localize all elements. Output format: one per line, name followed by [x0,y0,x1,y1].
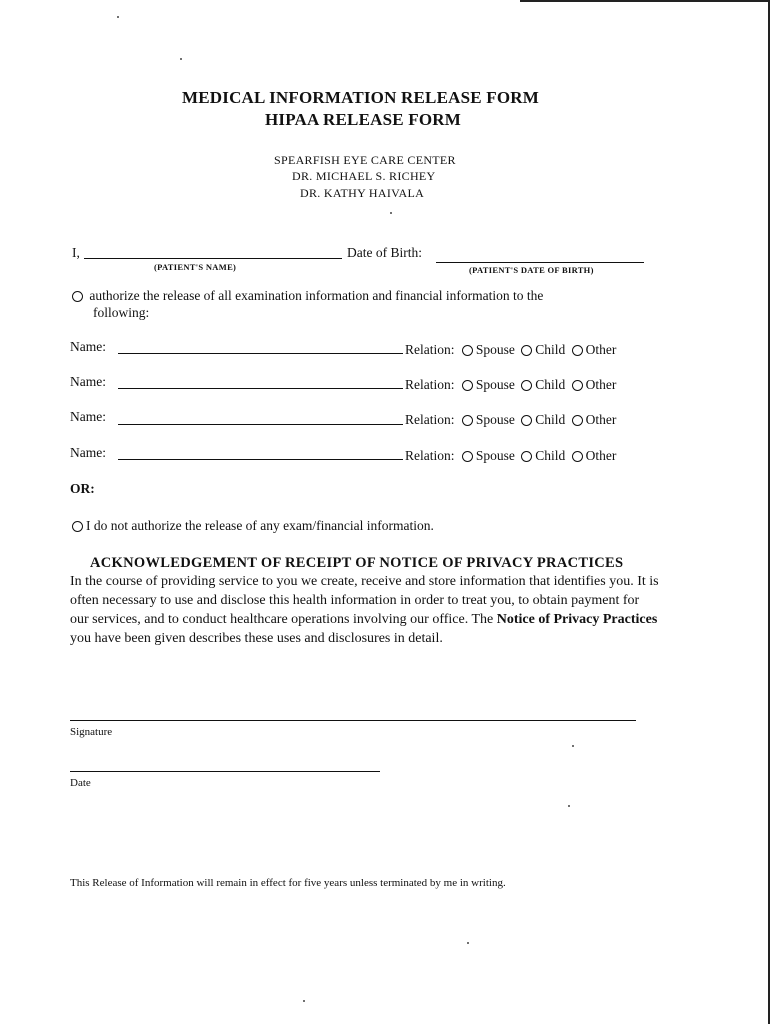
recipient-name-field[interactable] [118,388,403,389]
option-label: Child [535,448,566,463]
spouse-radio[interactable] [462,415,473,426]
acknowledgement-title: ACKNOWLEDGEMENT OF RECEIPT OF NOTICE OF PRIVACY PRACTICES [90,555,624,571]
other-radio[interactable] [572,415,583,426]
scan-speck [117,16,119,18]
do-not-authorize-option[interactable] [72,518,434,534]
other-radio[interactable] [572,451,583,462]
recipient-relation [405,342,616,358]
date-label: Date [70,777,91,789]
option-label: Child [535,412,566,427]
child-radio[interactable] [521,451,532,462]
recipient-name-label: Name: [70,374,106,389]
child-radio[interactable] [521,415,532,426]
scan-speck [467,942,469,944]
scan-speck [568,805,570,807]
patient-dob-field[interactable] [436,262,644,263]
acknowledgement-paragraph [70,572,660,648]
scan-edge [520,0,770,2]
recipient-relation [405,377,616,393]
recipient-name-field[interactable] [118,353,403,354]
recipient-name-label: Name: [70,339,106,354]
option-label: Spouse [475,412,515,427]
authorize-text-cont: following: [93,305,150,320]
scan-speck [303,1000,305,1002]
form-title: MEDICAL INFORMATION RELEASE FORM [182,88,539,107]
recipient-name-label: Name: [70,409,106,424]
signature-label: Signature [70,726,113,738]
spouse-radio[interactable] [462,345,473,356]
relation-label: Relation: [405,448,455,463]
option-label: Child [535,377,566,392]
patient-prefix: I, [72,245,80,260]
do-not-authorize-radio[interactable] [72,521,83,532]
recipient-relation [405,448,616,464]
option-label: Other [585,448,617,463]
signature-field[interactable] [70,720,636,721]
relation-label: Relation: [405,342,455,357]
or-label: OR: [70,481,95,496]
relation-label: Relation: [405,412,455,427]
option-label: Child [535,342,566,357]
scan-speck [390,212,392,214]
recipient-name-field[interactable] [118,424,403,425]
date-field[interactable] [70,771,380,772]
recipient-name-label: Name: [70,445,106,460]
patient-dob-caption: (PATIENT'S DATE OF BIRTH) [469,265,594,275]
dob-label: Date of Birth: [347,245,422,260]
patient-name-caption: (PATIENT'S NAME) [154,262,237,272]
spouse-radio[interactable] [462,380,473,391]
option-label: Spouse [475,377,515,392]
clinic-name: SPEARFISH EYE CARE CENTER [274,153,456,167]
child-radio[interactable] [521,380,532,391]
authorize-radio[interactable] [72,291,83,302]
child-radio[interactable] [521,345,532,356]
option-label: Other [585,377,617,392]
footer-note: This Release of Information will remain in effect for five years unless terminated by me in writing. [70,877,506,889]
recipient-relation [405,412,616,428]
scan-speck [572,745,574,747]
do-not-authorize-text: I do not authorize the release of any exam/financial information. [86,518,434,533]
relation-label: Relation: [405,377,455,392]
other-radio[interactable] [572,345,583,356]
doctor-name: DR. KATHY HAIVALA [300,186,425,200]
authorize-option[interactable] [72,288,543,304]
paragraph-text: In the course of providing service to you we create, receive and store information that identifies you. It is often necessary to use and disclose this health information in order to treat you, to obtain payment for our services, and to conduct healthcare operations involving our office. The [70,574,659,627]
other-radio[interactable] [572,380,583,391]
scan-speck [180,58,182,60]
option-label: Other [585,342,617,357]
notice-title: Notice of Privacy Practices [496,612,658,627]
option-label: Spouse [475,448,515,463]
doctor-name: DR. MICHAEL S. RICHEY [292,169,436,183]
option-label: Spouse [475,342,515,357]
form-subtitle: HIPAA RELEASE FORM [265,110,461,129]
paragraph-text: you have been given describes these uses and disclosures in detail. [70,631,443,646]
authorize-text: authorize the release of all examination information and financial information to the [89,288,544,303]
recipient-name-field[interactable] [118,459,403,460]
spouse-radio[interactable] [462,451,473,462]
option-label: Other [585,412,617,427]
patient-name-field[interactable] [84,258,342,259]
